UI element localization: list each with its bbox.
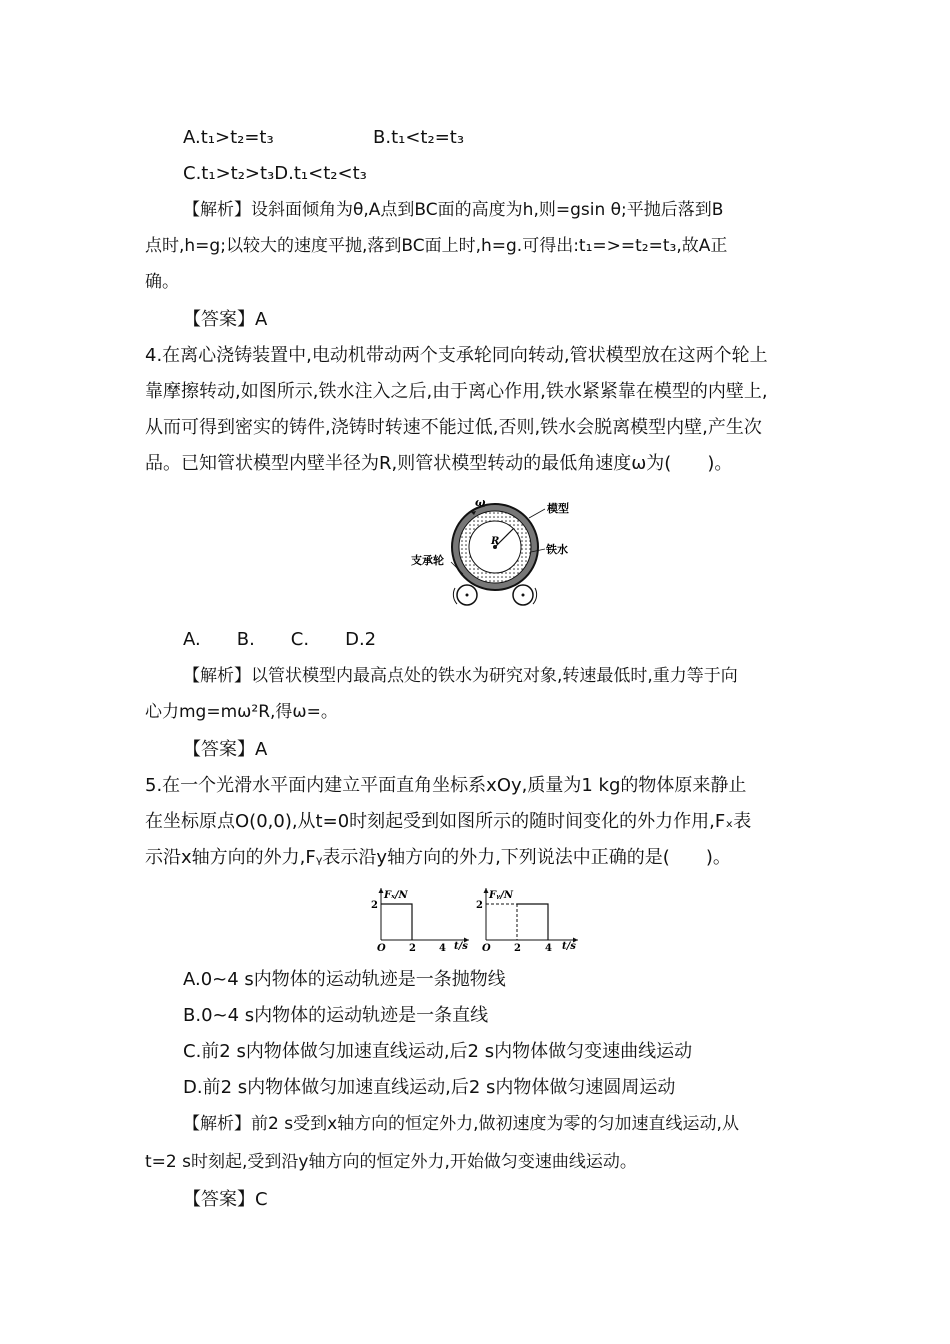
label-iron: 铁水 bbox=[546, 543, 568, 556]
q4-answer: 【答案】A bbox=[183, 739, 268, 760]
q3-analysis-line3: 确。 bbox=[145, 272, 179, 292]
q5-analysis-line1: 【解析】前2 s受到x轴方向的恒定外力,做初速度为零的匀加速直线运动,从 bbox=[183, 1114, 739, 1134]
q5-stem-line3: 示沿x轴方向的外力,Fᵧ表示沿y轴方向的外力,下列说法中正确的是( )。 bbox=[145, 847, 731, 868]
q4-stem-line3: 从而可得到密实的铸件,浇铸时转速不能过低,否则,铁水会脱离模型内壁,产生次 bbox=[145, 417, 762, 438]
centrifugal-casting-figure bbox=[405, 492, 585, 614]
q5-option-d: D.前2 s内物体做匀加速直线运动,后2 s内物体做匀速圆周运动 bbox=[183, 1077, 676, 1098]
fy-xlabel: t/s bbox=[562, 941, 576, 952]
fy-time-graph bbox=[470, 884, 585, 954]
q5-analysis-line2: t=2 s时刻起,受到沿y轴方向的恒定外力,开始做匀变速曲线运动。 bbox=[145, 1152, 637, 1172]
fy-force-line bbox=[517, 904, 548, 940]
q3-option-b: B.t₁<t₂=t₃ bbox=[373, 127, 465, 148]
fx-ylabel: Fₓ/N bbox=[384, 890, 408, 901]
fx-time-graph bbox=[365, 884, 475, 954]
label-model: 模型 bbox=[547, 502, 569, 515]
fy-xtick-2: 2 bbox=[514, 943, 521, 954]
fx-ytick-2: 2 bbox=[371, 900, 378, 911]
fx-xtick-2: 2 bbox=[409, 943, 416, 954]
q5-option-b: B.0~4 s内物体的运动轨迹是一条直线 bbox=[183, 1005, 489, 1026]
fy-ytick-2: 2 bbox=[476, 900, 483, 911]
label-omega: ω bbox=[475, 496, 486, 509]
q5-option-c: C.前2 s内物体做匀加速直线运动,后2 s内物体做匀变速曲线运动 bbox=[183, 1041, 693, 1062]
fy-ylabel: Fᵧ/N bbox=[489, 890, 514, 901]
fx-xtick-4: 4 bbox=[439, 943, 446, 954]
fx-force-line bbox=[381, 904, 412, 940]
q4-analysis-line2: 心力mg=mω²R,得ω=。 bbox=[145, 702, 338, 722]
label-radius: R bbox=[491, 536, 500, 547]
q4-options: A. B. C. D.2 bbox=[183, 629, 377, 650]
q3-options-row1 bbox=[183, 124, 810, 152]
q3-options-row2: C.t₁>t₂>t₃D.t₁<t₂<t₃ bbox=[183, 163, 367, 184]
q3-answer: 【答案】A bbox=[183, 309, 268, 330]
label-wheel: 支承轮 bbox=[411, 554, 444, 567]
q4-analysis-line1: 【解析】以管状模型内最高点处的铁水为研究对象,转速最低时,重力等于向 bbox=[183, 666, 738, 686]
q4-stem-line4: 品。已知管状模型内壁半径为R,则管状模型转动的最低角速度ω为( )。 bbox=[145, 453, 733, 474]
q5-option-a: A.0~4 s内物体的运动轨迹是一条抛物线 bbox=[183, 969, 506, 990]
q3-analysis-line1: 【解析】设斜面倾角为θ,A点到BC面的高度为h,则=gsin θ;平抛后落到B bbox=[183, 200, 724, 220]
q5-stem-line2: 在坐标原点O(0,0),从t=0时刻起受到如图所示的随时间变化的外力作用,Fₓ表 bbox=[145, 811, 752, 832]
q4-stem-line1: 4.在离心浇铸装置中,电动机带动两个支承轮同向转动,管状模型放在这两个轮上 bbox=[145, 345, 768, 366]
q4-stem-line2: 靠摩擦转动,如图所示,铁水注入之后,由于离心作用,铁水紧紧靠在模型的内壁上, bbox=[145, 381, 768, 402]
fx-xlabel: t/s bbox=[454, 941, 468, 952]
fy-xtick-4: 4 bbox=[545, 943, 552, 954]
q5-answer: 【答案】C bbox=[183, 1189, 268, 1210]
q3-analysis-line2: 点时,h=g;以较大的速度平抛,落到BC面上时,h=g.可得出:t₁=>=t₂=t₃,故A正 bbox=[145, 236, 728, 256]
q3-option-a: A.t₁>t₂=t₃ bbox=[183, 127, 274, 148]
fy-origin: O bbox=[482, 943, 491, 954]
fx-origin: O bbox=[377, 943, 386, 954]
q5-stem-line1: 5.在一个光滑水平面内建立平面直角坐标系xOy,质量为1 kg的物体原来静止 bbox=[145, 775, 747, 796]
